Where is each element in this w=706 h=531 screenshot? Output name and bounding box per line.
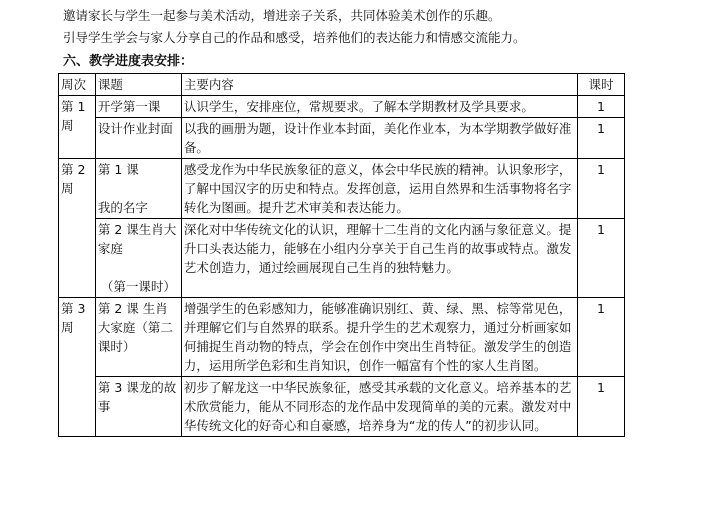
table-row	[59, 118, 625, 159]
topic-title: 第 1 课	[97, 162, 139, 177]
hours-cell: 1	[577, 118, 624, 159]
table-row	[59, 298, 625, 377]
intro-line-2: 引导学生学会与家人分享自己的作品和感受，培养他们的表达能力和情感交流能力。	[63, 30, 526, 45]
table-row	[59, 159, 625, 219]
topic-cell	[95, 159, 181, 219]
content-cell: 以我的画册为题，设计作业本封面，美化作业本，为本学期教学做好准备。	[181, 118, 577, 159]
hours-cell: 1	[577, 96, 624, 118]
topic-cell: 第 2 课 生肖大家庭（第二课时）	[95, 298, 181, 377]
hours-cell: 1	[577, 377, 624, 437]
content-cell: 增强学生的色彩感知力，能够准确识别红、黄、绿、黑、棕等常见色，并理解它们与自然界的联系。提升学生的艺术观察力，通过分析画家如何捕捉生肖动物的特点，学会在创作中突出生肖特征。激发学生的创造力，运用所学色彩和生肖知识，创作一幅富有个性的家人生肖图。	[181, 298, 577, 377]
table-header-row	[59, 74, 625, 96]
table-row	[59, 377, 625, 437]
header-content: 主要内容	[181, 74, 577, 96]
header-week: 周次	[59, 74, 96, 96]
content-cell: 初步了解龙这一中华民族象征，感受其承载的文化意义。培养基本的艺术欣赏能力，能从不同形态的龙作品中发现简单的美的元素。激发对中华传统文化的好奇心和自豪感，培养身为“龙的传人”的初步认同。	[181, 377, 577, 437]
topic-subtitle: （第一课时）	[100, 279, 176, 294]
topic-cell	[95, 219, 181, 298]
content-cell: 深化对中华传统文化的认识，理解十二生肖的文化内涵与象征意义。提升口头表达能力，能够在小组内分享关于自己生肖的故事或特点。激发艺术创造力，通过绘画展现自己生肖的独特魅力。	[181, 219, 577, 298]
week-cell: 第 3 周	[59, 298, 96, 437]
hours-cell: 1	[577, 298, 624, 377]
topic-title: 第 2 课生肖大家庭	[97, 222, 177, 256]
section-heading: 六、教学进度表安排：	[63, 54, 194, 69]
week-cell: 第 1 周	[59, 96, 96, 159]
header-topic: 课题	[95, 74, 181, 96]
hours-cell: 1	[577, 159, 624, 219]
header-hours: 课时	[577, 74, 624, 96]
schedule-table	[58, 73, 625, 437]
topic-cell: 设计作业封面	[95, 118, 181, 159]
table-row	[59, 96, 625, 118]
topic-subtitle: 我的名字	[97, 200, 148, 215]
topic-cell: 第 3 课龙的故事	[95, 377, 181, 437]
topic-cell: 开学第一课	[95, 96, 181, 118]
content-cell: 感受龙作为中华民族象征的意义，体会中华民族的精神。认识象形字，了解中国汉字的历史和特点。发挥创意，运用自然界和生活事物将名字转化为图画。提升艺术审美和表达能力。	[181, 159, 577, 219]
hours-cell: 1	[577, 219, 624, 298]
content-cell: 认识学生，安排座位，常规要求。了解本学期教材及学具要求。	[181, 96, 577, 118]
intro-line-1: 邀请家长与学生一起参与美术活动，增进亲子关系，共同体验美术创作的乐趣。	[63, 8, 501, 23]
table-row	[59, 219, 625, 298]
week-cell: 第 2 周	[59, 159, 96, 298]
